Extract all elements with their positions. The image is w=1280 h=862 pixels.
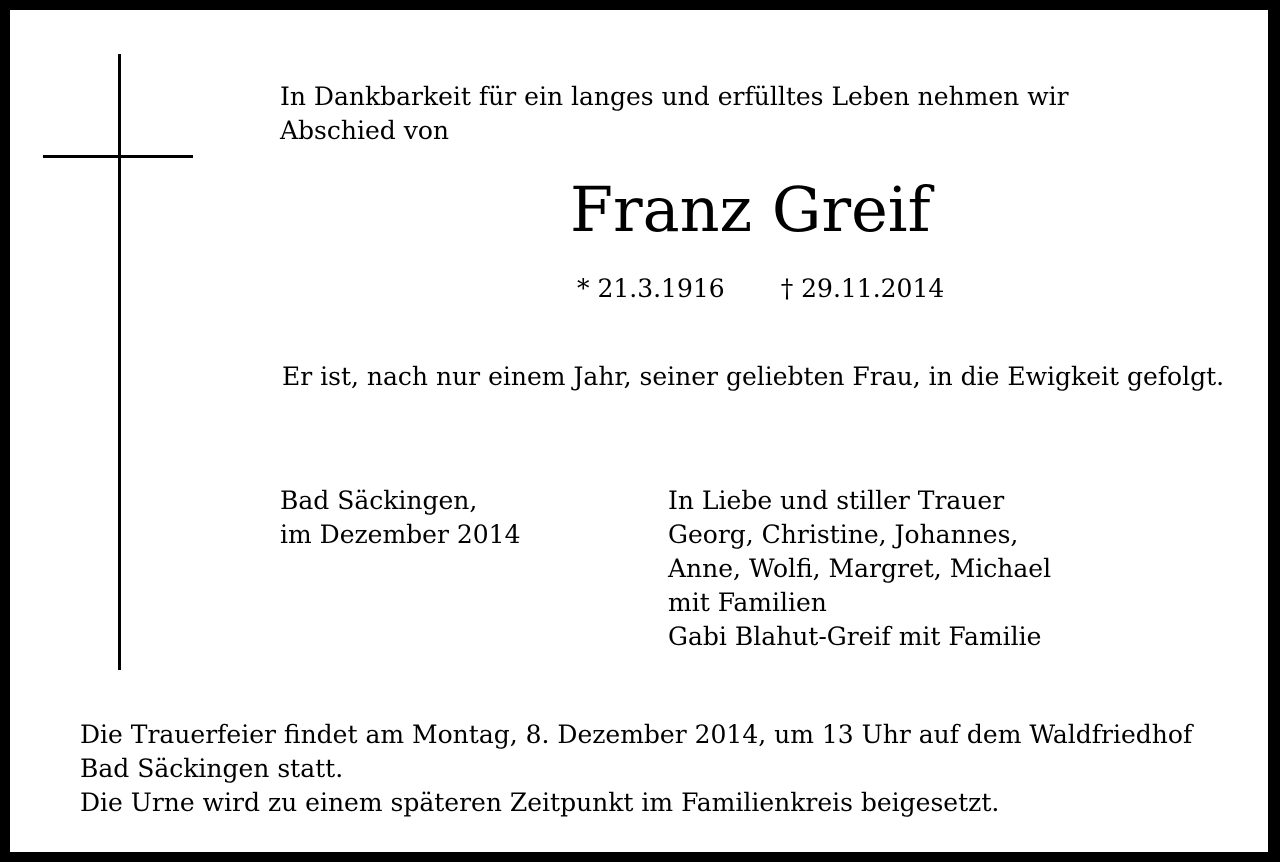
obituary-notice: [10, 10, 1268, 852]
statement-text: Er ist, nach nur einem Jahr, seiner geliebten Frau, in die Ewigkeit gefolgt.: [282, 362, 1225, 391]
mourners-line-5: Gabi Blahut-Greif mit Familie: [668, 622, 1042, 651]
place-line-1: Bad Säckingen,: [280, 486, 478, 515]
deceased-name: Franz Greif: [570, 173, 931, 246]
place-date: [280, 484, 520, 552]
ceremony-line-1: Die Trauerfeier findet am Montag, 8. Dezember 2014, um 13 Uhr auf dem Waldfriedhof: [80, 720, 1193, 749]
ceremony-line-3: Die Urne wird zu einem späteren Zeitpunkt im Familienkreis beigesetzt.: [80, 788, 1000, 817]
cross-horizontal-bar: [43, 155, 193, 158]
ceremony-line-2: Bad Säckingen statt.: [80, 754, 344, 783]
intro-line-1: In Dankbarkeit für ein langes und erfülltes Leben nehmen wir: [280, 82, 1069, 111]
birth-date: * 21.3.1916: [577, 274, 725, 303]
death-date: † 29.11.2014: [780, 274, 945, 303]
ceremony-info: [80, 718, 1192, 820]
mourners-line-2: Georg, Christine, Johannes,: [668, 520, 1019, 549]
mourners-list: [668, 484, 1051, 654]
life-dates: [577, 272, 944, 306]
cross-vertical-bar: [118, 54, 121, 670]
place-line-2: im Dezember 2014: [280, 520, 521, 549]
mourners-line-4: mit Familien: [668, 588, 827, 617]
intro-line-2: Abschied von: [280, 116, 450, 145]
intro-text: [280, 80, 1069, 148]
mourners-line-1: In Liebe und stiller Trauer: [668, 486, 1005, 515]
mourners-line-3: Anne, Wolfi, Margret, Michael: [668, 554, 1052, 583]
